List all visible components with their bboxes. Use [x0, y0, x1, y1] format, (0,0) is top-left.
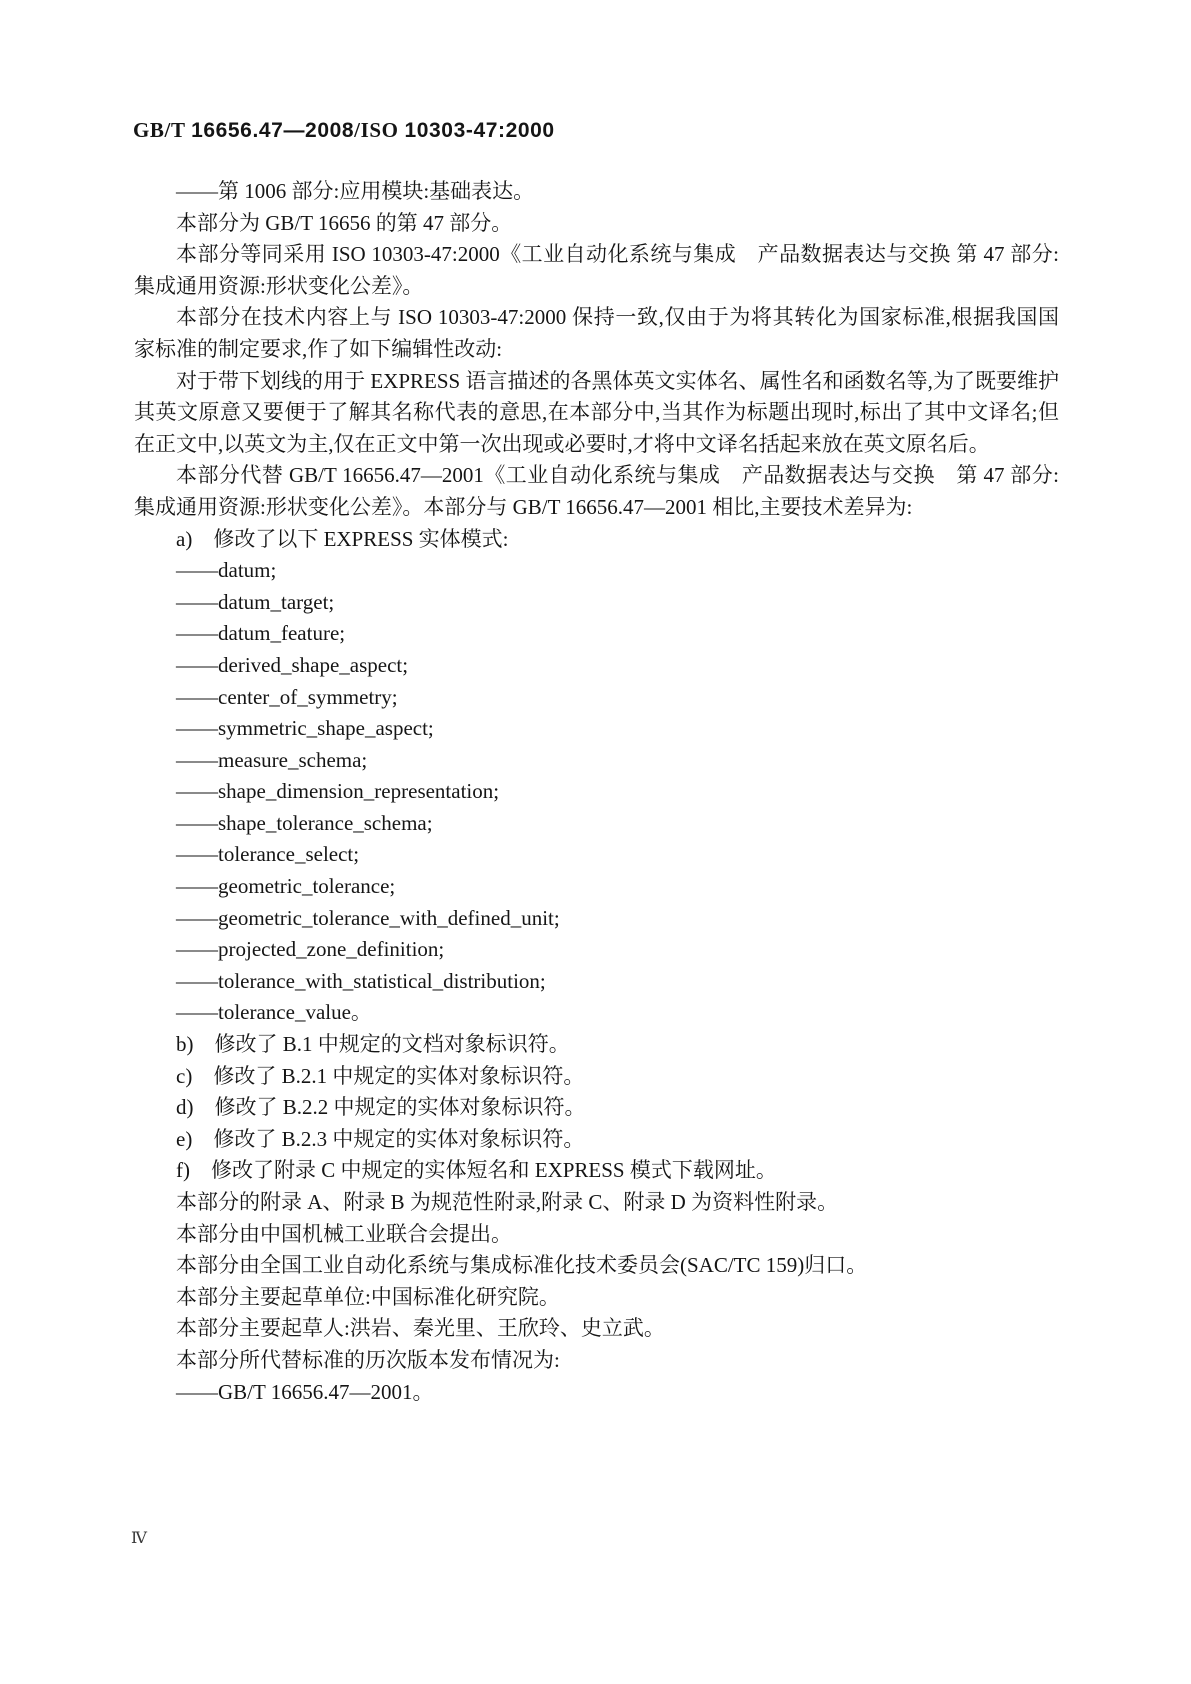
standard-code-iso: /ISO — [354, 118, 405, 142]
text-line: ——shape_dimension_representation; — [176, 779, 500, 804]
text-line: c) 修改了 B.2.1 中规定的实体对象标识符。 — [176, 1063, 585, 1088]
text-line: ——tolerance_with_statistical_distribution; — [176, 968, 546, 993]
text-line: 集成通用资源:形状变化公差》。本部分与 GB/T 16656.47—2001 相比,主要技术差异为: — [134, 494, 913, 519]
text-line: 家标准的制定要求,作了如下编辑性改动: — [134, 336, 503, 361]
text-line: 集成通用资源:形状变化公差》。 — [134, 273, 424, 298]
text-line: ——projected_zone_definition; — [176, 937, 445, 962]
page-number: Ⅳ — [131, 1530, 148, 1547]
text-line: 本部分主要起草单位:中国标准化研究院。 — [176, 1284, 560, 1309]
text-line: 本部分由全国工业自动化系统与集成标准化技术委员会(SAC/TC 159)归口。 — [176, 1253, 868, 1278]
text-line: ——geometric_tolerance_with_defined_unit; — [176, 905, 560, 930]
text-line: b) 修改了 B.1 中规定的文档对象标识符。 — [176, 1032, 570, 1057]
text-line: ——datum; — [176, 558, 277, 583]
standard-number-header — [133, 118, 555, 143]
text-line: ——shape_tolerance_schema; — [176, 810, 433, 835]
text-line: 本部分由中国机械工业联合会提出。 — [176, 1221, 512, 1246]
text-line: 对于带下划线的用于 EXPRESS 语言描述的各黑体英文实体名、属性名和函数名等,为了既要维护 — [176, 368, 1059, 393]
text-line: 本部分的附录 A、附录 B 为规范性附录,附录 C、附录 D 为资料性附录。 — [176, 1190, 839, 1214]
text-line: ——第 1006 部分:应用模块:基础表达。 — [176, 179, 535, 203]
text-line: ——measure_schema; — [176, 747, 368, 772]
text-line: a) 修改了以下 EXPRESS 实体模式: — [176, 526, 509, 551]
text-line: 本部分为 GB/T 16656 的第 47 部分。 — [176, 210, 513, 235]
text-line: 其英文原意又要便于了解其名称代表的意思,在本部分中,当其作为标题出现时,标出了其中文译名;但 — [134, 400, 1059, 425]
text-line: ——datum_feature; — [176, 621, 346, 646]
text-line: ——GB/T 16656.47—2001。 — [176, 1379, 434, 1404]
text-line: 本部分代替 GB/T 16656.47—2001《工业自动化系统与集成 产品数据表达与交换 第 47 部分: — [176, 463, 1059, 488]
standard-number-iso: 10303-47:2000 — [404, 119, 555, 142]
text-line: ——symmetric_shape_aspect; — [176, 716, 434, 741]
text-line: ——tolerance_select; — [176, 842, 360, 867]
text-line: 在正文中,以英文为主,仅在正文中第一次出现或必要时,才将中文译名括起来放在英文原名后。 — [134, 431, 990, 456]
text-line: ——datum_target; — [176, 589, 335, 614]
foreword-body — [134, 176, 1059, 1408]
text-line: ——tolerance_value。 — [176, 1000, 372, 1025]
text-line: ——center_of_symmetry; — [176, 684, 398, 709]
text-line: d) 修改了 B.2.2 中规定的实体对象标识符。 — [176, 1095, 586, 1120]
text-line: e) 修改了 B.2.3 中规定的实体对象标识符。 — [176, 1126, 585, 1151]
text-line: 本部分等同采用 ISO 10303-47:2000《工业自动化系统与集成 产品数据表达与交换 第 47 部分: — [176, 242, 1059, 267]
text-line: 本部分所代替标准的历次版本发布情况为: — [176, 1347, 560, 1372]
text-line: ——geometric_tolerance; — [176, 874, 396, 899]
standard-code-gb: GB/T — [133, 118, 192, 142]
standard-number-gb: 16656.47—2008 — [191, 119, 355, 142]
text-line: 本部分主要起草人:洪岩、秦光里、王欣玲、史立武。 — [176, 1316, 665, 1341]
text-line: 本部分在技术内容上与 ISO 10303-47:2000 保持一致,仅由于为将其转化为国家标准,根据我国国 — [176, 305, 1059, 330]
text-line: ——derived_shape_aspect; — [176, 652, 409, 677]
text-line: f) 修改了附录 C 中规定的实体短名和 EXPRESS 模式下载网址。 — [176, 1158, 777, 1183]
